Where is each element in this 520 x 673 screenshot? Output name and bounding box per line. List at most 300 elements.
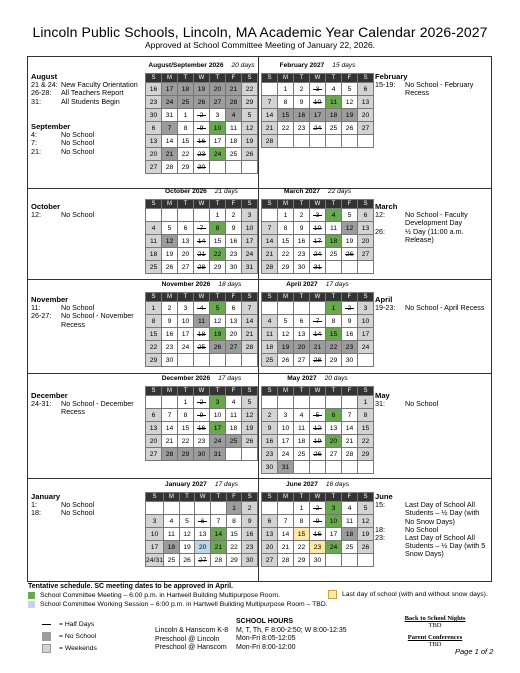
calendar-title [261,375,374,386]
day-cell: 13 [262,528,278,541]
day-cell: 26 [310,448,326,461]
note-date: 11: [31,303,41,313]
weekday-header: W [194,74,210,83]
calendar-may-2027 [261,375,374,474]
day-cell: 17 [178,328,194,341]
day-cell [342,261,358,274]
weekday-header: T [294,200,310,209]
day-cell: 23 [242,541,258,554]
day-cell: 25 [164,554,180,567]
note-text: No School [61,508,95,518]
day-cell: 2 [342,302,358,315]
day-cell: 31 [210,448,226,461]
note-text: No School [61,500,95,510]
school-hours [236,618,347,652]
day-cell: 22 [326,341,342,354]
day-cell: 11 [294,422,310,435]
day-cell [294,135,310,148]
note-text: No School [61,303,95,313]
page-subtitle: Approved at School Committee Meeting of January 22, 2026. [144,40,376,50]
day-cell: 6 [178,222,194,235]
day-cell [180,502,196,515]
day-cell: 5 [342,209,358,222]
day-cell [210,161,226,174]
calendar-title [261,281,374,292]
day-cell: 19 [342,235,358,248]
month-heading: August [31,72,58,81]
day-cell: 23 [194,435,210,448]
day-cell: 2 [310,502,326,515]
day-cell: 16 [242,528,258,541]
note-row [375,81,487,97]
day-cell: 26 [342,248,358,261]
day-cell: 27 [210,96,226,109]
day-cell: 28 [194,261,210,274]
day-cell: 22 [146,341,162,354]
day-cell: 12 [278,328,294,341]
day-cell: 16 [194,135,210,148]
day-cell: 23 [262,448,278,461]
day-cell: 15 [210,235,226,248]
note-row [31,98,146,106]
day-cell: 31 [162,109,178,122]
day-cell: 4 [326,83,342,96]
weekday-header: F [227,493,243,502]
day-cell: 21 [162,148,178,161]
day-cell: 7 [310,315,326,328]
day-cell: 26 [358,541,374,554]
day-cell: 24 [210,148,226,161]
day-cell: 23 [342,341,358,354]
day-cell: 10 [310,96,326,109]
day-cell: 22 [358,435,374,448]
day-cell: 12 [358,515,374,528]
day-cell: 2 [294,209,310,222]
note-text: No School [405,399,439,409]
day-cell: 29 [358,448,374,461]
day-cell: 18 [326,235,342,248]
weekday-header: S [262,293,278,302]
weekday-header: F [342,74,358,83]
weekday-header: M [162,74,178,83]
day-cell: 22 [278,122,294,135]
half-day-line-icon [42,624,51,625]
calendar-day-count: 16 days [325,481,349,488]
day-cell: 14 [278,528,294,541]
calendar-grid [261,292,374,367]
day-cell: 26 [180,554,196,567]
day-cell [294,302,310,315]
gray-swatch [42,632,51,641]
day-cell: 31 [278,461,294,474]
calendar-title [261,188,374,199]
row-divider [28,279,491,280]
day-cell [326,461,342,474]
day-cell: 16 [226,235,242,248]
day-cell: 9 [294,222,310,235]
day-cell [262,396,278,409]
day-cell: 26 [242,435,258,448]
day-cell [294,396,310,409]
weekday-header: W [194,293,210,302]
day-cell: 19 [162,248,178,261]
row-divider [28,373,491,374]
school-list [155,627,228,653]
day-cell: 25 [262,354,278,367]
calendar-title [261,481,374,492]
bts-title: Back to School Nights [404,615,466,622]
day-cell: 25 [342,541,358,554]
day-cell: 22 [278,248,294,261]
weekday-header: T [210,74,226,83]
day-cell: 31 [310,261,326,274]
day-cell: 14 [211,528,227,541]
calendar-march-2027 [261,188,374,274]
note-row [375,501,487,526]
day-cell: 9 [310,515,326,528]
day-cell: 29 [242,96,258,109]
calendar-title [261,62,374,73]
day-cell: 3 [358,302,374,315]
day-cell: 4 [226,109,242,122]
weekday-header: W [310,74,326,83]
weekday-header: T [210,387,226,396]
note-text: No School [61,210,95,220]
day-cell: 8 [294,515,310,528]
day-cell: 24 [162,96,178,109]
day-cell [242,354,258,367]
day-cell: 10 [278,422,294,435]
note-date: 18: [375,524,385,534]
note-text: No School - April Recess [405,303,485,313]
weekday-header: T [294,493,310,502]
note-text: No School [61,138,95,148]
weekday-header: W [310,200,326,209]
day-cell: 25 [226,435,242,448]
day-cell: 8 [278,96,294,109]
weekday-header: M [162,200,178,209]
weekday-header: W [194,200,210,209]
weekday-header: T [178,74,194,83]
day-cell: 10 [326,515,342,528]
day-cell: 5 [358,502,374,515]
day-cell: 5 [342,83,358,96]
day-cell: 29 [278,261,294,274]
day-cell: 17 [278,435,294,448]
day-cell: 20 [326,435,342,448]
day-cell: 12 [180,528,196,541]
note-date: 15: [375,500,385,510]
day-cell: 28 [226,96,242,109]
day-cell [226,448,242,461]
calendar-month: August/September 2026 [148,62,224,69]
day-cell: 5 [180,515,196,528]
day-cell: 19 [278,341,294,354]
calendar-grid [145,199,258,274]
pc-title: Parent Conferences [407,634,463,641]
weekday-header: S [262,74,278,83]
day-cell [358,461,374,474]
note-text: All Students Begin [61,96,120,106]
day-cell: 27 [326,448,342,461]
day-cell [310,135,326,148]
day-cell: 15 [294,528,310,541]
day-cell: 17 [310,109,326,122]
day-cell: 13 [146,135,162,148]
day-cell: 10 [146,528,164,541]
day-cell: 28 [342,448,358,461]
day-cell: 6 [146,122,162,135]
day-cell: 29 [294,554,310,567]
day-cell: 21 [310,341,326,354]
weekday-header: F [342,293,358,302]
day-cell: 19 [194,83,210,96]
day-cell: 12 [342,222,358,235]
weekday-header: S [242,74,258,83]
day-cell: 13 [358,96,374,109]
month-heading: September [31,122,71,131]
day-cell: 10 [210,122,226,135]
day-cell: 27 [358,248,374,261]
day-cell [278,302,294,315]
day-cell: 3 [210,109,226,122]
calendar-grid [145,492,258,567]
day-cell: 23 [146,96,162,109]
day-cell: 27 [358,122,374,135]
day-cell: 19 [180,541,196,554]
weekday-header: T [326,200,342,209]
day-cell: 9 [194,409,210,422]
day-cell: 7 [211,515,227,528]
weekday-header: W [195,493,211,502]
day-cell: 29 [178,161,194,174]
day-cell: 3 [326,502,342,515]
day-cell: 6 [226,302,242,315]
day-cell: 23 [310,541,326,554]
hours-line: Mon-Fri 8:05-12:05 [236,635,296,643]
day-cell: 7 [278,515,294,528]
calendar-title [145,62,258,73]
day-cell: 10 [242,222,258,235]
calendar-day-count: 18 days [218,281,242,288]
pc-value: TBD [428,641,442,648]
day-cell: 20 [146,435,162,448]
day-cell: 21 [262,122,278,135]
weekday-header: F [342,493,358,502]
day-cell [262,302,278,315]
bts-value: TBD [428,622,442,629]
weekday-header: W [310,493,326,502]
day-cell [342,396,358,409]
note-date: 23: [375,533,385,543]
calendar-june-2027 [261,481,374,567]
day-cell: 27 [178,261,194,274]
day-cell: 17 [242,235,258,248]
day-cell: 13 [326,422,342,435]
day-cell [342,461,358,474]
row-divider [28,188,491,189]
day-cell: 9 [294,96,310,109]
day-cell [262,502,278,515]
day-cell: 15 [326,328,342,341]
day-cell: 23 [294,248,310,261]
month-heading: April [375,295,393,304]
day-cell: 8 [178,122,194,135]
day-cell: 1 [178,109,194,122]
weekday-header: S [358,200,374,209]
day-cell [162,396,178,409]
weekday-header: M [278,387,294,396]
note-text: ½ Day (11:00 a.m. Release) [405,226,464,244]
day-cell: 11 [164,528,180,541]
day-cell: 24 [242,248,258,261]
calendar-grid [261,492,374,567]
day-cell: 27 [294,354,310,367]
day-cell: 2 [226,209,242,222]
note-date: 21: [31,146,41,156]
weekday-header: T [211,493,227,502]
note-date: 7: [31,138,37,148]
day-cell [242,161,258,174]
right-notes-may [375,392,487,408]
day-cell: 21 [262,248,278,261]
day-cell: 27 [262,554,278,567]
calendar-october-2026 [145,188,258,274]
day-cell: 15 [358,422,374,435]
weekday-header: S [146,200,162,209]
day-cell: 9 [194,122,210,135]
day-cell: 24 [310,248,326,261]
calendar-title [145,281,258,292]
day-cell: 16 [294,235,310,248]
day-cell [294,461,310,474]
day-cell: 14 [242,315,258,328]
day-cell: 25 [294,448,310,461]
weekday-header: F [226,387,242,396]
weekday-header: T [210,293,226,302]
day-cell: 11 [194,315,210,328]
day-cell: 20 [195,541,211,554]
day-cell: 29 [326,354,342,367]
day-cell: 21 [278,541,294,554]
left-notes-november [31,296,146,329]
day-cell: 25 [226,148,242,161]
day-cell: 4 [262,315,278,328]
day-cell: 3 [210,396,226,409]
day-cell: 21 [342,435,358,448]
weekday-header: M [278,74,294,83]
day-cell: 16 [194,422,210,435]
weekday-header: S [358,293,374,302]
day-cell: 28 [242,341,258,354]
day-cell: 30 [342,354,358,367]
day-cell [262,209,278,222]
day-cell: 15 [278,109,294,122]
calendar-february-2027 [261,62,374,148]
weekday-header: M [162,293,178,302]
day-cell: 22 [242,83,258,96]
day-cell: 11 [326,96,342,109]
day-cell: 8 [358,409,374,422]
day-cell [342,135,358,148]
note-row [375,304,487,312]
light-gray-swatch [42,644,51,653]
day-cell: 7 [194,222,210,235]
month-heading: November [31,295,69,304]
weekday-header: S [262,200,278,209]
day-cell [226,354,242,367]
day-cell: 29 [146,354,162,367]
weekday-header: T [326,74,342,83]
day-cell: 9 [226,222,242,235]
day-cell: 22 [227,541,243,554]
day-cell [358,261,374,274]
day-cell: 20 [358,235,374,248]
day-cell: 1 [294,502,310,515]
note-text: All Teachers Report [61,88,124,98]
day-cell: 19 [242,135,258,148]
day-cell: 30 [262,461,278,474]
day-cell: 19 [242,422,258,435]
green-swatch [28,592,35,599]
day-cell: 25 [326,248,342,261]
note-row [31,211,146,219]
school-name: Preschool @ Hanscom [155,644,227,652]
day-cell [211,502,227,515]
day-cell: 25 [146,261,162,274]
day-cell: 3 [310,83,326,96]
weekday-header: S [358,493,374,502]
calendar-january-2027 [145,481,258,567]
day-cell: 21 [226,83,242,96]
weekday-header: S [146,74,162,83]
day-cell [310,302,326,315]
note-text: Last Day of School All Students – ½ Day (with 5 Snow Days) [405,533,486,559]
left-notes-december [31,392,146,417]
day-cell: 11 [262,328,278,341]
day-cell [326,261,342,274]
day-cell: 17 [146,541,164,554]
parent-conferences [385,634,485,648]
day-cell: 18 [164,541,180,554]
day-cell: 19 [310,435,326,448]
day-cell: 26 [210,341,226,354]
day-cell: 30 [294,261,310,274]
note-text: No School - December Recess [61,399,134,417]
day-cell [358,554,374,567]
day-cell: 26 [342,122,358,135]
note-text: No School - November Recess [61,311,134,329]
day-cell: 30 [242,554,258,567]
day-cell: 8 [178,409,194,422]
day-cell: 10 [210,409,226,422]
weekday-header: F [342,200,358,209]
day-cell: 22 [210,248,226,261]
day-cell [146,396,162,409]
day-cell: 21 [194,248,210,261]
calendar-grid [261,73,374,148]
back-to-school-nights [385,615,485,629]
calendar-day-count: 17 days [214,481,238,488]
day-cell [326,554,342,567]
day-cell: 8 [278,222,294,235]
day-cell [146,502,164,515]
day-cell [146,209,162,222]
weekday-header: W [194,387,210,396]
month-heading: December [31,391,68,400]
day-cell: 12 [162,235,178,248]
calendar-title [145,481,258,492]
